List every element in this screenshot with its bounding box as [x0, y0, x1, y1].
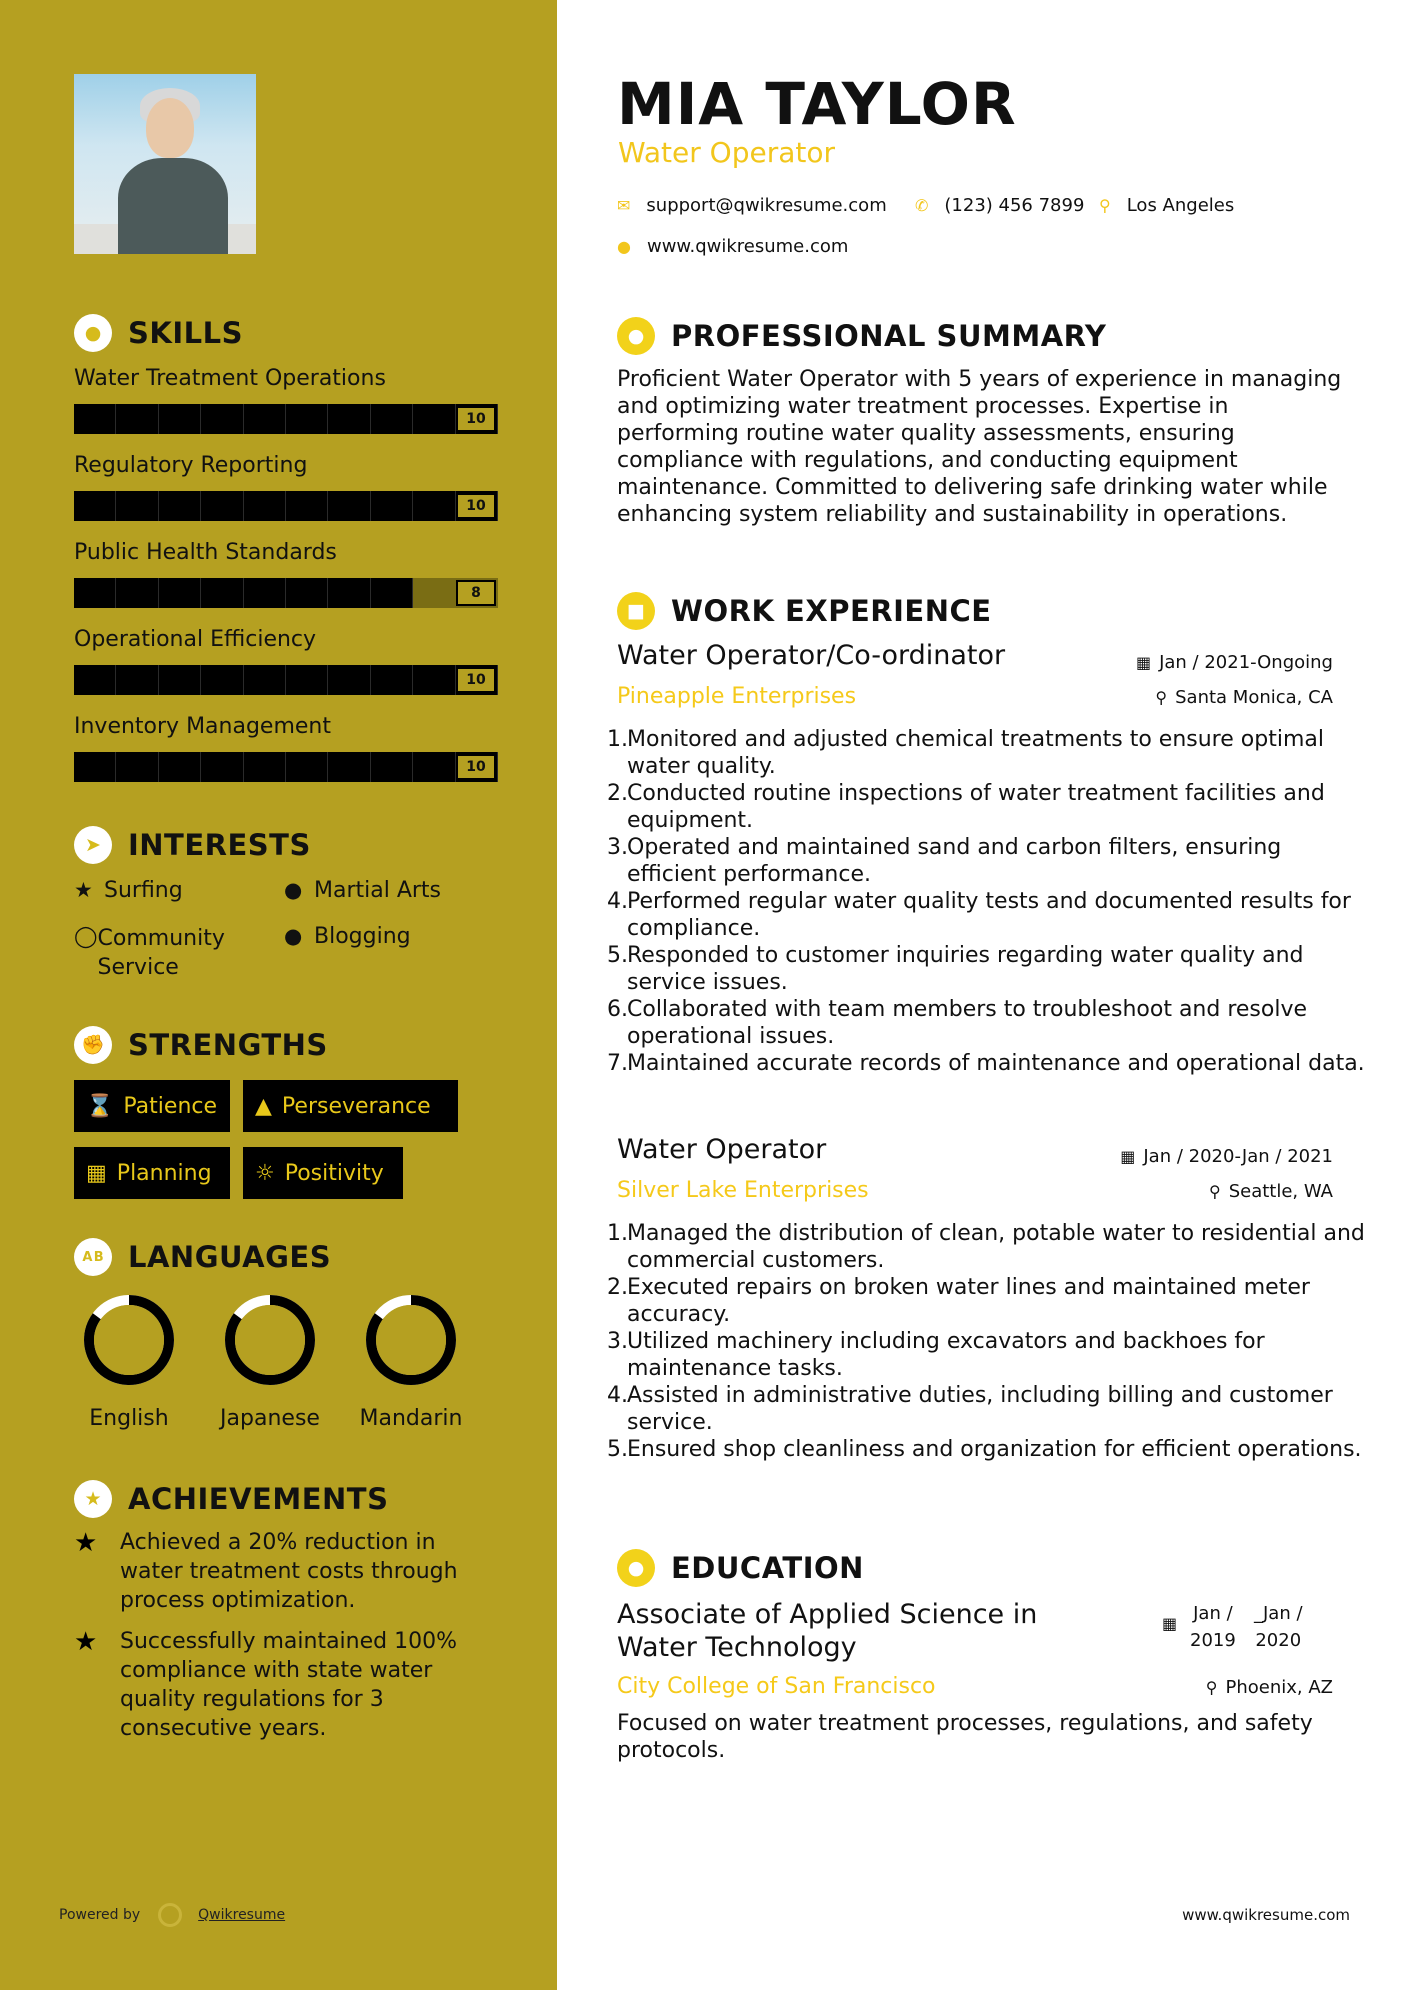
language-ring	[361, 1290, 461, 1394]
language-label: English	[89, 1406, 169, 1431]
skills-heading	[74, 314, 243, 352]
skill-bar-segment	[116, 404, 158, 434]
skill-bar-segment	[413, 665, 455, 695]
skill-item	[74, 540, 498, 601]
skill-bar	[74, 752, 498, 782]
job-bullet: 3.Utilized machinery including excavators and backhoes for maintenance tasks.	[607, 1329, 1265, 1381]
skill-bar-segment	[328, 491, 370, 521]
lightbulb-icon: ●	[74, 314, 112, 352]
skill-bar-segment	[201, 578, 243, 608]
skill-bar-segment	[286, 752, 328, 782]
edu-start	[1190, 1600, 1236, 1654]
skill-item	[74, 627, 498, 688]
skill-bar-segment	[244, 665, 286, 695]
job-title: Water Operator	[617, 1134, 827, 1165]
languages-title: LANGUAGES	[128, 1240, 332, 1274]
summary-heading	[617, 317, 1106, 355]
job-bullet-text: Maintained accurate records of maintenance and operational data.	[627, 1051, 1365, 1076]
achievement-item	[74, 1528, 498, 1615]
skill-level: 10	[456, 754, 496, 780]
language-label: Japanese	[220, 1406, 320, 1431]
road-icon: ▲	[255, 1093, 272, 1119]
language-ring-svg	[220, 1290, 320, 1390]
skill-bar-segment	[286, 578, 328, 608]
skill-item	[74, 714, 498, 775]
contact-email	[617, 195, 887, 216]
profile-photo	[74, 74, 256, 254]
skill-bar-segment	[159, 752, 201, 782]
achievement-text: Successfully maintained 100% compliance with state water quality regulations for 3 consecutive years.	[120, 1629, 458, 1741]
interest-item	[74, 878, 183, 903]
skill-bar-segment	[116, 491, 158, 521]
skill-bar-segment	[371, 404, 413, 434]
languages-heading	[74, 1238, 331, 1276]
strength-label: Perseverance	[281, 1093, 431, 1119]
job-bullet-text: Assisted in administrative duties, including billing and customer service.	[627, 1383, 1333, 1435]
skills-title: SKILLS	[128, 316, 243, 350]
interest-item	[284, 878, 441, 903]
calendar-icon: ▦	[86, 1160, 107, 1186]
skill-level: 10	[456, 667, 496, 693]
skill-bar-segment	[328, 665, 370, 695]
summary-title: PROFESSIONAL SUMMARY	[671, 319, 1107, 353]
job-dates	[1136, 652, 1333, 673]
skill-bar	[74, 665, 498, 695]
main-content	[557, 0, 1407, 1990]
skill-bar-segment	[74, 491, 116, 521]
skill-bar-segment	[328, 578, 370, 608]
handshake-icon: ◯	[74, 924, 98, 948]
language-label: Mandarin	[359, 1406, 463, 1431]
calendar-icon: ▦	[1120, 1147, 1136, 1166]
job-bullet-text: Operated and maintained sand and carbon filters, ensuring efficient performance.	[627, 835, 1282, 887]
star-icon: ★	[74, 878, 93, 902]
job-bullet: 1.Monitored and adjusted chemical treatments to ensure optimal water quality.	[607, 727, 1324, 779]
phone-icon: ✆	[915, 196, 929, 215]
paper-plane-icon: ➤	[74, 826, 112, 864]
job-bullet-text: Performed regular water quality tests and documented results for compliance.	[627, 889, 1351, 941]
skill-bar-segment	[244, 404, 286, 434]
envelope-icon: ✉	[617, 196, 631, 215]
powered-by	[59, 1903, 285, 1927]
skill-bar-segment	[74, 404, 116, 434]
contact-website	[617, 236, 848, 257]
skill-bar-segment	[413, 491, 455, 521]
interest-label: Community Service	[97, 926, 225, 980]
skill-bar-segment	[201, 404, 243, 434]
job-bullet-text: Ensured shop cleanliness and organization for efficient operations.	[627, 1437, 1362, 1462]
map-pin-icon: ⚲	[1099, 196, 1111, 215]
globe-icon: ●	[284, 878, 303, 902]
strength-label: Planning	[116, 1160, 212, 1186]
powered-by-label: Powered by	[59, 1907, 141, 1923]
user-icon: ●	[617, 317, 655, 355]
education-title: EDUCATION	[671, 1551, 864, 1585]
job-bullet-text: Collaborated with team members to troubleshoot and resolve operational issues.	[627, 997, 1308, 1049]
language-ring-svg	[361, 1290, 461, 1390]
calendar-icon: ▦	[1162, 1614, 1178, 1633]
achievement-text: Achieved a 20% reduction in water treatment costs through process optimization.	[120, 1530, 458, 1613]
skill-bar-segment	[201, 665, 243, 695]
skill-level: 10	[456, 493, 496, 519]
calendar-icon: ▦	[1135, 653, 1152, 672]
skill-bar-segment	[116, 578, 158, 608]
job-bullet: 3.Operated and maintained sand and carbon filters, ensuring efficient performance.	[607, 835, 1282, 887]
language-ring	[220, 1290, 320, 1394]
job-company: Silver Lake Enterprises	[617, 1178, 869, 1203]
job-bullet: 1.Managed the distribution of clean, potable water to residential and commercial customers.	[607, 1221, 1365, 1273]
skill-bar-segment	[201, 752, 243, 782]
strengths-title: STRENGTHS	[128, 1028, 328, 1062]
fist-icon: ✊	[74, 1026, 112, 1064]
globe-icon: ●	[617, 237, 631, 256]
language-ring-svg	[79, 1290, 179, 1390]
skill-bar-segment	[74, 752, 116, 782]
job-bullet-text: Executed repairs on broken water lines and maintained meter accuracy.	[627, 1275, 1310, 1327]
website-text: www.qwikresume.com	[646, 236, 849, 257]
edu-end-year: 2020	[1255, 1630, 1302, 1651]
job-bullet: 7.Maintained accurate records of maintenance and operational data.	[607, 1051, 1365, 1076]
edu-start-year: 2019	[1190, 1630, 1236, 1651]
skill-bar-segment	[159, 404, 201, 434]
achievement-item	[74, 1627, 498, 1743]
job-bullet-text: Conducted routine inspections of water treatment facilities and equipment.	[627, 781, 1325, 833]
strengths-heading	[74, 1026, 328, 1064]
skill-bar-segment	[244, 578, 286, 608]
skill-level: 8	[456, 580, 496, 606]
interest-label: Surfing	[104, 878, 183, 903]
skill-bar-segment	[286, 491, 328, 521]
skill-bar-segment	[244, 752, 286, 782]
skill-bar-segment	[74, 665, 116, 695]
edu-location	[1206, 1677, 1333, 1698]
skill-bar-segment	[159, 491, 201, 521]
brand-link[interactable]: Qwikresume	[198, 1907, 286, 1923]
footer-url[interactable]: www.qwikresume.com	[1182, 1906, 1350, 1924]
skill-bar	[74, 578, 498, 608]
person-name: MIA TAYLOR	[617, 70, 1017, 138]
person-role: Water Operator	[618, 136, 835, 169]
stars-icon: ★	[74, 1528, 98, 1558]
skill-bar-segment	[286, 404, 328, 434]
job-location-text: Seattle, WA	[1228, 1181, 1333, 1202]
skill-bar-segment	[116, 752, 158, 782]
skill-bar-segment	[413, 578, 455, 608]
interests-title: INTERESTS	[128, 828, 311, 862]
skill-name: Operational Efficiency	[74, 627, 317, 652]
strength-tag	[74, 1080, 230, 1132]
skill-name: Water Treatment Operations	[74, 366, 386, 391]
skill-bar-segment	[328, 752, 370, 782]
skill-name: Regulatory Reporting	[74, 453, 308, 478]
job-bullet-text: Utilized machinery including excavators and backhoes for maintenance tasks.	[627, 1329, 1265, 1381]
interest-label: Martial Arts	[314, 878, 442, 903]
interests-heading	[74, 826, 311, 864]
edu-end	[1254, 1600, 1303, 1654]
skill-bar-segment	[413, 752, 455, 782]
skill-bar-segment	[116, 665, 158, 695]
skill-bar-segment	[371, 665, 413, 695]
job-bullet: 2.Executed repairs on broken water lines and maintained meter accuracy.	[607, 1275, 1310, 1327]
job-bullet-text: Monitored and adjusted chemical treatments to ensure optimal water quality.	[627, 727, 1324, 779]
skill-bar-segment	[159, 665, 201, 695]
strength-tag	[243, 1080, 458, 1132]
edu-location-text: Phoenix, AZ	[1225, 1677, 1333, 1698]
translate-icon: A B	[74, 1238, 112, 1276]
skill-name: Inventory Management	[74, 714, 331, 739]
skill-item	[74, 453, 498, 514]
skill-bar-segment	[201, 491, 243, 521]
skill-bar-segment	[159, 578, 201, 608]
job-bullets	[609, 1220, 1369, 1463]
skill-bar-segment	[244, 491, 286, 521]
strength-label: Positivity	[284, 1160, 384, 1186]
skill-bar	[74, 491, 498, 521]
edu-start-month: Jan /	[1193, 1603, 1233, 1624]
school-name: City College of San Francisco	[617, 1674, 936, 1699]
stars-icon: ★	[74, 1627, 98, 1657]
language-ring	[79, 1290, 179, 1394]
pin-icon: ⚲	[1208, 1182, 1221, 1201]
degree-title	[617, 1598, 1037, 1664]
job-bullet-text: Managed the distribution of clean, potable water to residential and commercial customers.	[627, 1221, 1365, 1273]
qwikresume-logo-icon	[158, 1903, 182, 1927]
strength-tag	[243, 1147, 403, 1199]
degree-line-2: Water Technology	[617, 1632, 857, 1663]
contact-location	[1099, 195, 1234, 216]
summary-text: Proficient Water Operator with 5 years of experience in managing and optimizing water treatment processes. Expertise in performing routine water quality assessments, ensuring compliance with regulations, and conducting equipment maintenance. Committed to delivering safe drinking water while enhancing system reliability and sustainability in operations.	[617, 367, 1342, 527]
skill-bar-segment	[371, 491, 413, 521]
job-location-text: Santa Monica, CA	[1175, 687, 1333, 708]
job-bullet: 4.Performed regular water quality tests and documented results for compliance.	[607, 889, 1351, 941]
contact-phone	[915, 195, 1084, 216]
skill-bar-segment	[371, 752, 413, 782]
star-badge-icon: ★	[74, 1480, 112, 1518]
interest-label: Blogging	[314, 924, 411, 949]
job-location	[1155, 687, 1333, 708]
strength-label: Patience	[123, 1093, 218, 1119]
skill-bar-segment	[328, 404, 370, 434]
skill-level: 10	[456, 406, 496, 432]
hourglass-icon: ⌛	[86, 1093, 114, 1119]
job-bullets	[609, 726, 1369, 1077]
job-dates	[1120, 1146, 1333, 1167]
pin-icon: ⚲	[1155, 688, 1168, 707]
skill-bar-segment	[74, 578, 116, 608]
interest-item	[284, 924, 411, 949]
email-text: support@qwikresume.com	[646, 195, 887, 216]
graduate-icon: ●	[617, 1549, 655, 1587]
experience-heading	[617, 592, 992, 630]
job-location	[1209, 1181, 1333, 1202]
interest-item	[74, 924, 254, 982]
briefcase-icon: ■	[617, 592, 655, 630]
achievements-heading	[74, 1480, 388, 1518]
achievements-title: ACHIEVEMENTS	[128, 1482, 389, 1516]
education-heading	[617, 1549, 864, 1587]
phone-text: (123) 456 7899	[944, 195, 1085, 216]
skill-bar-segment	[371, 578, 413, 608]
job-bullet: 4.Assisted in administrative duties, including billing and customer service.	[607, 1383, 1333, 1435]
skill-name: Public Health Standards	[74, 540, 337, 565]
degree-line-1: Associate of Applied Science in	[617, 1599, 1038, 1630]
job-bullet: 5.Ensured shop cleanliness and organization for efficient operations.	[607, 1437, 1362, 1462]
experience-title: WORK EXPERIENCE	[671, 594, 992, 628]
job-bullet: 2.Conducted routine inspections of water treatment facilities and equipment.	[607, 781, 1325, 833]
job-dates-text: Jan / 2021-Ongoing	[1159, 652, 1333, 673]
users-icon: ●	[284, 924, 303, 948]
sidebar	[0, 0, 557, 1990]
job-title: Water Operator/Co-ordinator	[617, 640, 1006, 671]
edu-end-month: _Jan /	[1254, 1603, 1303, 1624]
location-text: Los Angeles	[1126, 195, 1235, 216]
job-bullet: 5.Responded to customer inquiries regarding water quality and service issues.	[607, 943, 1304, 995]
skill-item	[74, 366, 498, 427]
job-bullet-text: Responded to customer inquiries regarding water quality and service issues.	[627, 943, 1304, 995]
education-description: Focused on water treatment processes, regulations, and safety protocols.	[617, 1711, 1313, 1763]
job-bullet: 6.Collaborated with team members to troubleshoot and resolve operational issues.	[607, 997, 1308, 1049]
skill-bar-segment	[286, 665, 328, 695]
skill-bar	[74, 404, 498, 434]
job-company: Pineapple Enterprises	[617, 684, 857, 709]
job-dates-text: Jan / 2020-Jan / 2021	[1143, 1146, 1333, 1167]
sun-icon: ☼	[255, 1160, 275, 1186]
strength-tag	[74, 1147, 230, 1199]
skill-bar-segment	[413, 404, 455, 434]
pin-icon: ⚲	[1205, 1678, 1218, 1697]
